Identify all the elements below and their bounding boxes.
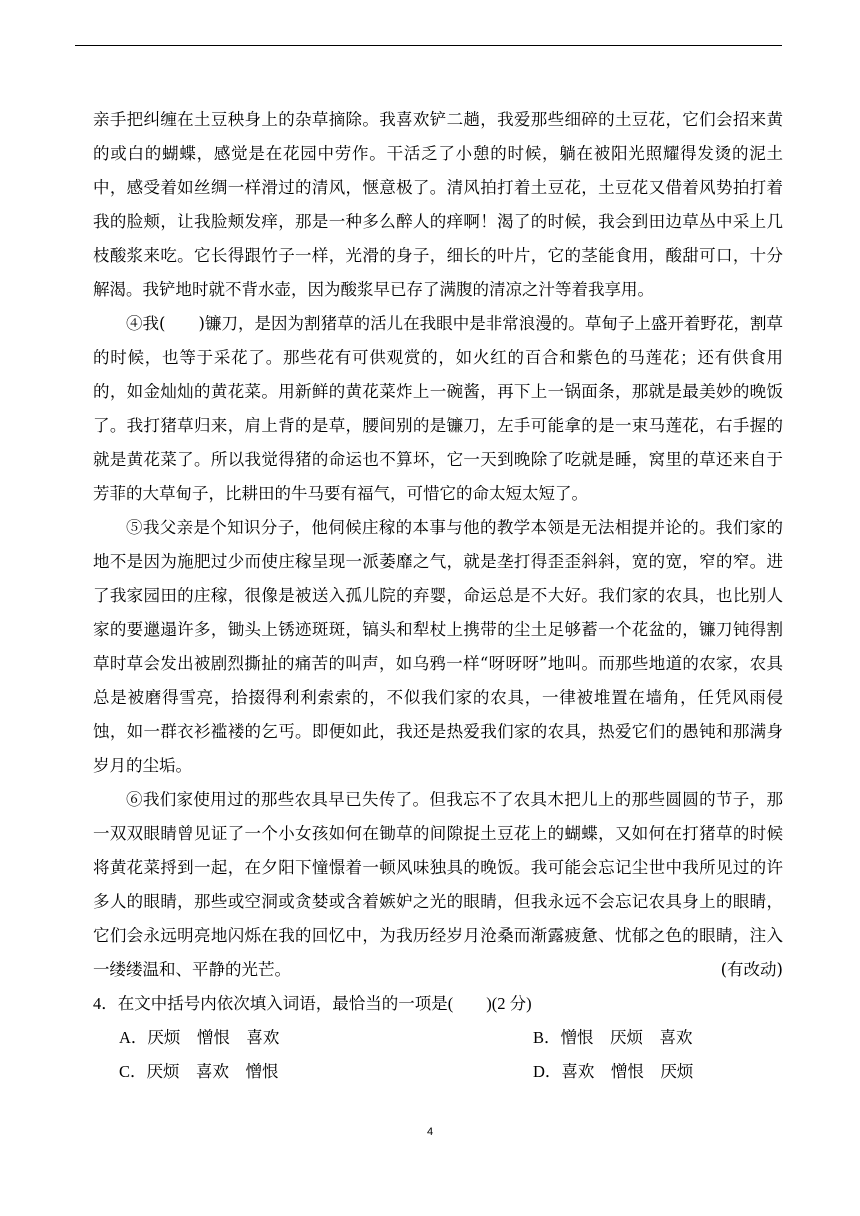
option-c[interactable]: C．厌烦 喜欢 憎恨: [119, 1062, 279, 1081]
question-4: [93, 987, 783, 1089]
paragraph-4: ④我( )镰刀，是因为割猪草的活儿在我眼中是非常浪漫的。草甸子上盛开着野花，割草的时候，也等于采花了。那些花有可供观赏的，如火红的百合和紫色的马莲花；还有供食用的，如金灿灿的黄花菜。用新鲜的黄花菜炸上一碗酱，再下上一锅面条，那就是最美妙的晚饭了。我打猪草归来，肩上背的是草，腰间别的是镰刀，左手可能拿的是一束马莲花，右手握的就是黄花菜了。所以我觉得猪的命运也不算坏，它一天到晚除了吃就是睡，窝里的草还来自于芳菲的大草甸子，比耕田的牛马要有福气，可惜它的命太短太短了。: [93, 314, 783, 503]
options-row-1: [93, 1021, 783, 1055]
paragraph-continued: 亲手把纠缠在土豆秧身上的杂草摘除。我喜欢铲二趟，我爱那些细碎的土豆花，它们会招来黄的或白的蝴蝶，感觉是在花园中劳作。干活乏了小憩的时候，躺在被阳光照耀得发烫的泥土中，感受着如丝绸一样滑过的清风，惬意极了。清风拍打着土豆花，土豆花又借着风势拍打着我的脸颊，让我脸颊发痒，那是一种多么醉人的痒啊！渴了的时候，我会到田边草丛中采上几枝酸浆来吃。它长得跟竹子一样，光滑的身子，细长的叶片，它的茎能食用，酸甜可口，十分解渴。我铲地时就不背水壶，因为酸浆早已存了满腹的清凉之汁等着我享用。: [93, 110, 783, 299]
source-note: (有改动): [720, 960, 783, 979]
paragraph-5: ⑤我父亲是个知识分子，他伺候庄稼的本事与他的教学本领是无法相提并论的。我们家的地不是因为施肥过少而使庄稼呈现一派萎靡之气，就是垄打得歪歪斜斜，宽的宽，窄的窄。进了我家园田的庄稼，很像是被送入孤儿院的弃婴，命运总是不大好。我们家的农具，也比别人家的要邋遢许多，锄头上锈迹斑斑，镐头和犁杖上携带的尘土足够蓄一个花盆的，镰刀钝得割草时草会发出被剧烈撕扯的痛苦的叫声，如乌鸦一样“呀呀呀”地叫。而那些地道的农家，农具总是被磨得雪亮，拾掇得利利索索的，不似我们家的农具，一律被堆置在墙角，任凭风雨侵蚀，如一群衣衫褴褛的乞丐。即便如此，我还是热爱我们家的农具，热爱它们的愚钝和那满身岁月的尘垢。: [93, 518, 783, 775]
options-row-2: [93, 1055, 783, 1089]
passage-body: [93, 103, 783, 987]
header-rule: [75, 45, 782, 46]
question-stem: 4．在文中括号内依次填入词语，最恰当的一项是( )(2 分): [93, 994, 532, 1013]
paragraph-6: ⑥我们家使用过的那些农具早已失传了。但我忘不了农具木把儿上的那些圆圆的节子，那一双双眼睛曾见证了一个小女孩如何在锄草的间隙捉土豆花上的蝴蝶，又如何在打猪草的时候将黄花菜捋到一起，在夕阳下憧憬着一顿风味独具的晚饭。我可能会忘记尘世中我所见过的许多人的眼睛，那些或空洞或贪婪或含着嫉妒之光的眼睛，但我永远不会忘记农具身上的眼睛，它们会永远明亮地闪烁在我的回忆中，为我历经岁月沧桑而渐露疲惫、忧郁之色的眼睛，注入一缕缕温和、平静的光芒。: [93, 790, 783, 979]
option-a[interactable]: A．厌烦 憎恨 喜欢: [119, 1028, 280, 1047]
page-number: 4: [426, 1126, 434, 1138]
option-d[interactable]: D．喜欢 憎恨 厌烦: [533, 1062, 694, 1081]
option-b[interactable]: B．憎恨 厌烦 喜欢: [533, 1028, 693, 1047]
